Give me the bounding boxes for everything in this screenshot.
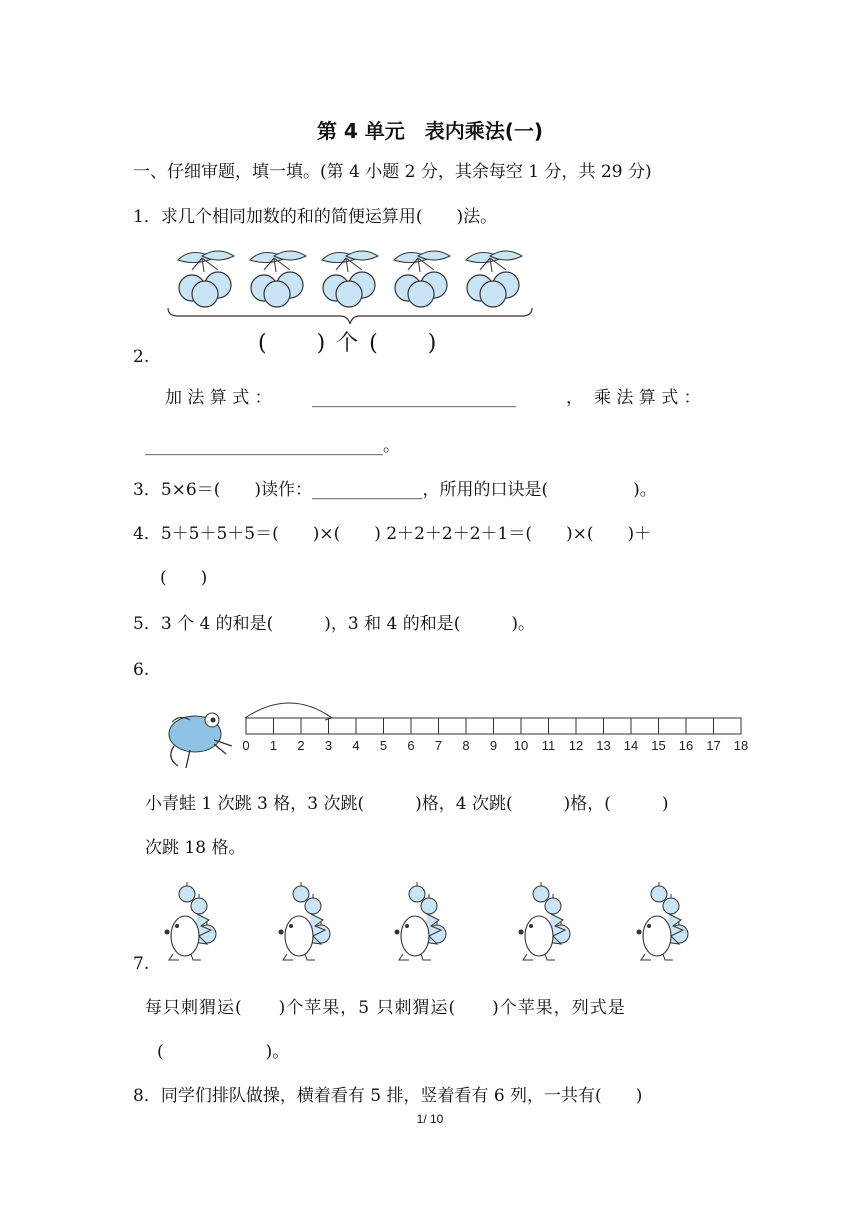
number-line-label: 13 bbox=[596, 738, 611, 753]
hedgehogs-figure bbox=[155, 878, 715, 962]
number-line-label: 16 bbox=[678, 738, 694, 753]
number-line-label: 3 bbox=[324, 738, 333, 753]
number-line-label: 0 bbox=[242, 738, 250, 753]
number-line-label: 5 bbox=[379, 738, 388, 753]
question-7-line-2: ( )。 bbox=[157, 1042, 290, 1062]
page-number: 1/ 10 bbox=[416, 1112, 444, 1126]
number-line-label: 6 bbox=[407, 738, 415, 753]
question-2-number: 2. bbox=[133, 347, 150, 367]
number-line-label: 2 bbox=[297, 738, 305, 753]
number-line-label: 4 bbox=[352, 738, 360, 753]
number-line-label: 17 bbox=[706, 738, 721, 753]
question-4-line-2: ( ) bbox=[160, 568, 208, 588]
number-line-label: 11 bbox=[541, 738, 556, 753]
question-2-blank-1: ________________________ bbox=[312, 388, 516, 408]
page-title: 第 4 单元 表内乘法(一) bbox=[316, 119, 544, 143]
number-line-label: 1 bbox=[269, 738, 278, 753]
question-6-number: 6. bbox=[133, 660, 150, 680]
question-5: 5．3 个 4 的和是( )，3 和 4 的和是( )。 bbox=[133, 614, 536, 634]
section-heading: 一、仔细审题，填一填。(第 4 小题 2 分，其余每空 1 分，共 29 分) bbox=[133, 162, 652, 182]
question-6-line-2: 次跳 18 格。 bbox=[145, 838, 246, 858]
number-line-label: 10 bbox=[513, 738, 529, 753]
number-line-label: 9 bbox=[489, 738, 498, 753]
number-line-label: 7 bbox=[434, 738, 443, 753]
question-4-line-1: 4．5＋5＋5＋5＝( )×( ) 2＋2＋2＋2＋1＝( )×( )＋ bbox=[133, 524, 652, 544]
number-line bbox=[242, 718, 748, 753]
question-3: 3．5×6＝( )读作：_____________，所用的口诀是( )。 bbox=[133, 480, 657, 500]
question-6-line-1: 小青蛙 1 次跳 3 格，3 次跳( )格，4 次跳( )格，( ) bbox=[145, 794, 669, 814]
question-2-add-label: 加 法 算 式 ： bbox=[165, 388, 272, 408]
question-2-mul-label: 乘 法 算 式 ： bbox=[594, 388, 701, 408]
number-line-label: 12 bbox=[568, 738, 584, 753]
question-2-figure-caption: ( ) 个 ( ) bbox=[258, 331, 439, 356]
question-1: 1．求几个相同加数的和的简便运算用( )法。 bbox=[133, 207, 498, 227]
number-line-label: 15 bbox=[651, 738, 666, 753]
question-7-line-1: 每只刺猬运( )个苹果，5 只刺猬运( )个苹果，列式是 bbox=[145, 998, 626, 1018]
question-2-comma: ， bbox=[566, 388, 583, 408]
question-7-number: 7. bbox=[133, 954, 150, 974]
number-line-label: 8 bbox=[462, 738, 470, 753]
frog-number-line bbox=[160, 696, 780, 778]
question-2-blank-2: ____________________________。 bbox=[145, 436, 400, 456]
frog-icon bbox=[169, 713, 232, 768]
number-line-label: 18 bbox=[733, 738, 749, 753]
question-8: 8．同学们排队做操，横着看有 5 排，竖着看有 6 列，一共有( ) bbox=[133, 1086, 643, 1106]
number-line-label: 14 bbox=[623, 738, 639, 753]
